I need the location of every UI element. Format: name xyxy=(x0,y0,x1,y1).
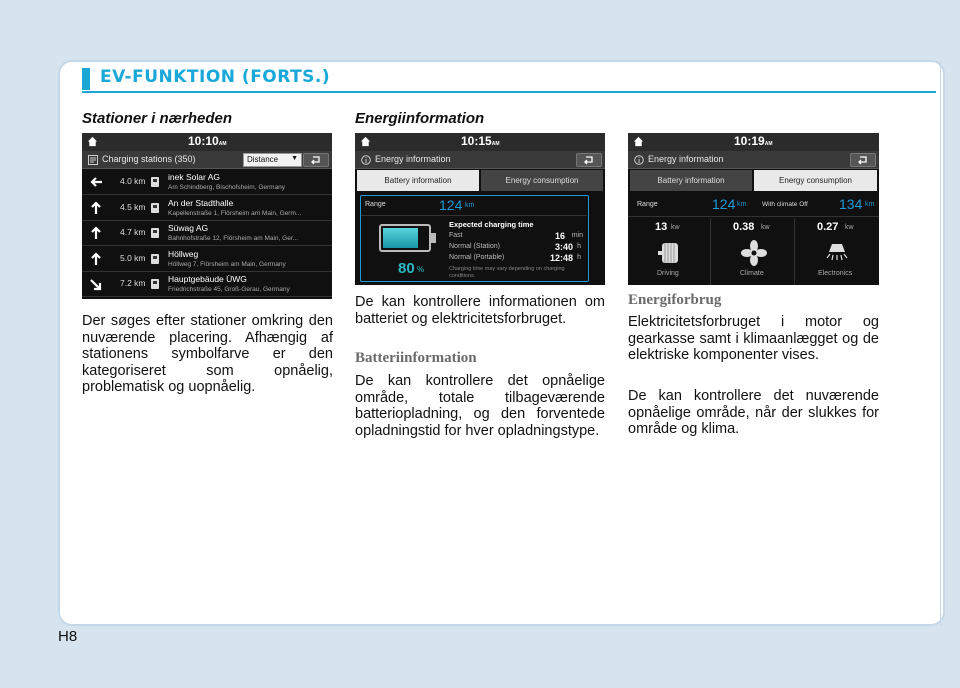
electronics-unit: kw xyxy=(845,224,854,231)
station-name: inek Solar AG xyxy=(168,172,220,182)
battery-terminal xyxy=(431,233,436,243)
percent-sign: % xyxy=(417,265,425,274)
station-row[interactable] xyxy=(82,196,332,221)
info-icon xyxy=(634,155,644,165)
charger-icon xyxy=(151,203,159,213)
driving-unit: kw xyxy=(671,224,680,231)
station-unit: h xyxy=(577,243,581,250)
range-label: Range xyxy=(365,201,386,208)
station-distance: 4.5 km xyxy=(120,201,146,212)
energy-consumption-description: Elektricitetsforbruget i motor og gearkasse samt i klimaanlægget og de elektriske komponenter vises. xyxy=(628,314,879,363)
battery-info-screen xyxy=(355,133,605,285)
charger-icon xyxy=(151,228,159,238)
back-button[interactable] xyxy=(576,153,602,167)
clock: 10:10AM xyxy=(188,134,227,148)
climate-off-label: With climate Off xyxy=(762,201,808,208)
station-row xyxy=(449,243,585,253)
battery-info-subhead: Batteriinformation xyxy=(355,350,477,366)
driving-label: Driving xyxy=(657,270,679,277)
range-value: 124 xyxy=(712,196,736,212)
range-label: Range xyxy=(637,201,658,208)
climate-panel xyxy=(712,218,795,285)
nearby-stations-title: Stationer i nærheden xyxy=(82,110,233,127)
station-name: Höllweg xyxy=(168,248,199,259)
station-distance: 7.2 km xyxy=(120,278,146,288)
station-row[interactable] xyxy=(82,170,332,195)
back-arrow-icon xyxy=(310,155,322,165)
header-accent-bar xyxy=(82,68,90,90)
station-distance: 4.0 km xyxy=(120,176,146,186)
portable-value: 12:48 xyxy=(549,253,573,263)
screen-title: Charging stations (350) xyxy=(102,154,196,164)
battery-fill xyxy=(383,228,418,248)
section-header: EV-FUNKTION (FORTS.) xyxy=(100,67,331,87)
energy-consumption-screen xyxy=(628,133,879,285)
range-row xyxy=(628,193,879,217)
station-label: Normal (Station) xyxy=(449,243,500,250)
station-address: Höllweg 7, Flörsheim am Main, Germany xyxy=(168,260,286,268)
battery-panel xyxy=(360,195,589,282)
arrow-up-icon xyxy=(88,252,104,266)
tab-bar xyxy=(357,170,603,192)
station-address: Am Schindberg, Bischofsheim, Germany xyxy=(168,184,286,191)
fast-row xyxy=(449,232,585,242)
tab-energy-consumption[interactable]: Energy consumption xyxy=(754,170,877,191)
lamp-icon xyxy=(823,240,851,266)
battery-percent: 80 xyxy=(398,260,415,277)
portable-label: Normal (Portable) xyxy=(449,254,505,261)
station-row[interactable] xyxy=(82,221,332,246)
fast-label: Fast xyxy=(449,232,463,239)
header-underline xyxy=(82,91,936,93)
station-value: 3:40 xyxy=(554,242,573,252)
fast-value: 16 xyxy=(554,231,565,241)
station-name: Hauptgebäude ÜWG xyxy=(168,274,247,284)
range-value: 124 xyxy=(439,197,463,213)
climate-off-value: 134 xyxy=(839,196,863,212)
station-distance: 5.0 km xyxy=(120,252,146,263)
range-row xyxy=(361,196,587,216)
energy-info-intro: De kan kontrollere informationen om batteriet og elektricitetsforbruget. xyxy=(355,294,605,327)
electronics-value: 0.27 xyxy=(817,221,839,233)
charger-icon xyxy=(151,279,159,289)
electronics-panel xyxy=(796,218,879,285)
title-bar xyxy=(82,151,332,169)
status-bar xyxy=(628,133,879,151)
arrow-left-icon xyxy=(88,175,104,189)
station-distance: 4.7 km xyxy=(120,227,146,237)
station-address: Bahnhofstraße 12, Flörsheim am Main, Ger... xyxy=(168,235,299,242)
climate-unit: kw xyxy=(761,224,770,231)
station-row[interactable] xyxy=(82,272,332,297)
charger-icon xyxy=(151,177,159,187)
home-icon[interactable] xyxy=(360,136,371,147)
range-unit: km xyxy=(465,202,475,209)
status-bar xyxy=(355,133,605,151)
status-bar xyxy=(82,133,332,151)
clock: 10:15AM xyxy=(461,134,500,148)
chevron-down-icon: ▼ xyxy=(291,155,298,162)
charger-icon xyxy=(151,254,159,264)
screen-title: Energy information xyxy=(648,154,724,164)
title-bar xyxy=(628,151,879,169)
driving-panel xyxy=(628,218,711,285)
sort-dropdown[interactable] xyxy=(243,153,302,167)
fan-icon xyxy=(741,240,767,266)
portable-unit: h xyxy=(577,254,581,261)
back-arrow-icon xyxy=(583,155,595,165)
screen-title: Energy information xyxy=(375,154,451,164)
home-icon[interactable] xyxy=(633,136,644,147)
charging-stations-screen xyxy=(82,133,332,299)
arrow-up-icon xyxy=(88,226,104,240)
tab-battery-information[interactable]: Battery information xyxy=(630,170,752,191)
motor-icon xyxy=(658,240,682,266)
range-climate-description: De kan kontrollere det nuværende opnåelige område, når der slukkes for område og klima. xyxy=(628,388,879,437)
back-button[interactable] xyxy=(850,153,876,167)
title-bar xyxy=(355,151,605,169)
energy-consumption-subhead: Energiforbrug xyxy=(628,292,722,308)
station-name: Süwag AG xyxy=(168,223,209,233)
fast-unit: min xyxy=(571,232,583,239)
page-edge-line xyxy=(940,60,941,626)
driving-value: 13 xyxy=(655,221,668,233)
home-icon[interactable] xyxy=(87,136,98,147)
arrow-down-right-icon xyxy=(88,277,104,291)
arrow-up-icon xyxy=(88,201,104,215)
climate-label: Climate xyxy=(740,270,764,277)
nearby-stations-description: Der søges efter stationer omkring den nuværende placering. Afhængig af stationens symbolfarve er den kategoriseret som opnåelig, problematisk og uopnåelig. xyxy=(82,313,333,395)
tab-energy-consumption[interactable]: Energy consumption xyxy=(481,170,603,191)
energy-info-title: Energiinformation xyxy=(355,110,485,127)
range-unit: km xyxy=(737,201,747,208)
page-number: H8 xyxy=(58,628,78,645)
tab-bar xyxy=(630,170,877,192)
tab-battery-information[interactable]: Battery information xyxy=(357,170,479,191)
portable-row xyxy=(449,254,585,264)
back-button[interactable] xyxy=(303,153,329,167)
expected-title: Expected charging time xyxy=(449,220,534,229)
climate-value: 0.38 xyxy=(733,221,755,233)
back-arrow-icon xyxy=(857,155,869,165)
station-row[interactable] xyxy=(82,247,332,272)
list-icon xyxy=(88,155,98,165)
info-icon xyxy=(361,155,371,165)
climate-off-unit: km xyxy=(865,201,875,208)
clock: 10:19AM xyxy=(734,134,773,148)
battery-info-description: De kan kontrollere det opnåelige område, totale tilbageværende batteriopladning, og den forventede opladningstid for hver opladningstype. xyxy=(355,373,605,439)
electronics-label: Electronics xyxy=(818,270,853,277)
station-name: An der Stadthalle xyxy=(168,197,234,208)
charging-note: Charging time may vary depending on charging conditions. xyxy=(449,266,565,279)
battery-icon xyxy=(379,224,431,252)
expected-charging-panel xyxy=(447,220,587,280)
station-address: Friedrichstraße 45, Groß-Gerau, Germany xyxy=(168,286,290,293)
station-address: Kapellenstraße 1, Flörsheim am Main, Germ... xyxy=(168,209,302,217)
sort-value: Distance xyxy=(247,155,279,164)
